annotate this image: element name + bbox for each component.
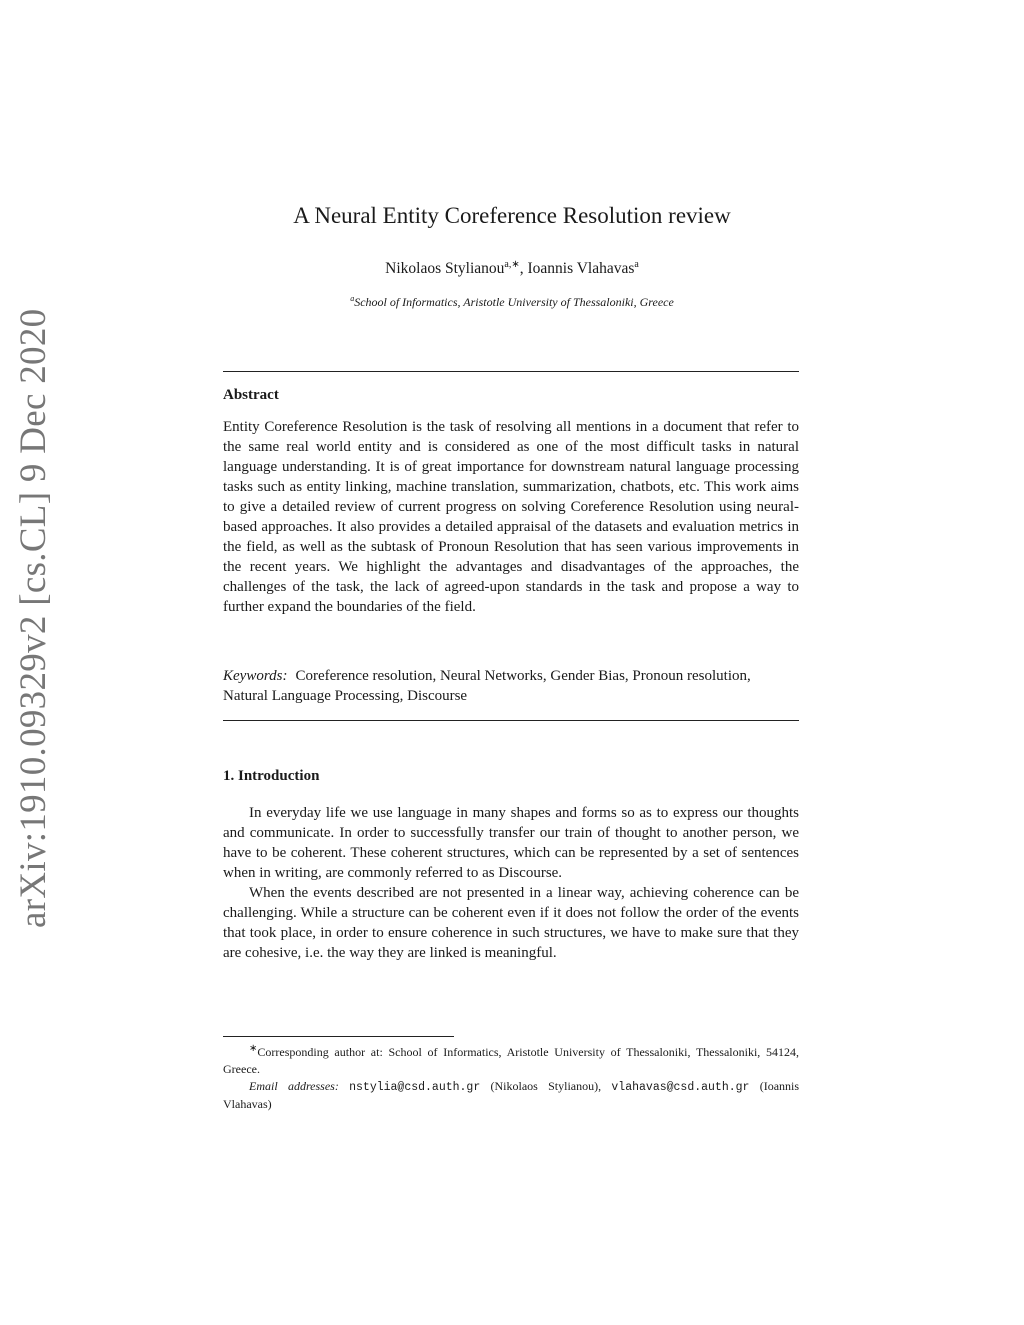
paragraph: When the events described are not presented in a linear way, achieving coherence can be challenging. While a structure can be coherent even if it does not follow the order of the events that took place, in order to ensure coherence in such structures, we have to make sure that they are cohesive, i.e. the way they are linked is meaningful. — [223, 885, 799, 961]
email-link[interactable]: nstylia@csd.auth.gr — [349, 1081, 481, 1094]
footnote-rule — [223, 1036, 454, 1037]
abstract-body: Entity Coreference Resolution is the task of resolving all mentions in a document that refer to the same real world entity and is considered as one of the most difficult tasks in natural language understanding. It is of great importance for downstream natural language processing tasks such as entity linking, machine translation, summarization, chatbots, etc. This work aims to give a detailed review of current progress on solving Coreference Resolution using neural-based approaches. It also provides a detailed appraisal of the datasets and evaluation metrics in the field, as well as the subtask of Pronoun Resolution that has seen various improvements in the recent years. We highlight the advantages and disadvantages of the approaches, the challenges of the task, the lack of agreed-upon standards in the task and propose a way to further expand the boundaries of the field. — [223, 419, 799, 615]
affiliation-mark: a — [350, 294, 355, 303]
footnote-text: Corresponding author at: School of Informatics, Aristotle University of Thessaloniki, Thessaloniki, 54124, Greece. — [223, 1045, 799, 1076]
author-separator: , — [519, 260, 528, 278]
affiliation-text: School of Informatics, Aristotle University of Thessaloniki, Greece — [354, 295, 674, 309]
abstract-bottom-rule — [223, 720, 799, 721]
email-link[interactable]: vlahavas@csd.auth.gr — [611, 1081, 750, 1094]
arxiv-identifier-stamp: arXiv:1910.09329v2 [cs.CL] 9 Dec 2020 — [13, 308, 54, 928]
keywords-text: Coreference resolution, Neural Networks, Gender Bias, Pronoun resolution, Natural Language Processing, Discourse — [223, 668, 751, 704]
author-affiliation-mark: a — [634, 259, 639, 270]
abstract-top-rule — [223, 371, 799, 372]
affiliation — [0, 294, 1024, 310]
keywords-label: Keywords: — [223, 668, 288, 684]
author-name: Ioannis Vlahavas — [527, 260, 635, 278]
author-name: Nikolaos Stylianou — [385, 260, 505, 278]
email-label: Email addresses: — [249, 1079, 339, 1093]
email-owner: (Nikolaos Stylianou), — [490, 1079, 602, 1093]
section-heading-introduction: 1. Introduction — [223, 768, 320, 784]
intro-body — [223, 803, 799, 963]
footnotes — [223, 1040, 799, 1113]
paragraph: In everyday life we use language in many shapes and forms so as to express our thoughts and communicate. In order to successfully transfer our train of thought to another person, we have to be coherent. These coherent structures, which can be represented by a set of sentences when in writing, are commonly referred to as Discourse. — [223, 805, 799, 881]
footnote-mark: ∗ — [249, 1043, 258, 1054]
footnote-emails — [223, 1078, 799, 1113]
footnote-corresponding-author — [223, 1040, 799, 1078]
author-line — [0, 259, 1024, 278]
keywords — [223, 666, 799, 706]
author-affiliation-mark: a,∗ — [504, 259, 520, 270]
abstract-heading: Abstract — [223, 387, 279, 403]
paper-title: A Neural Entity Coreference Resolution review — [293, 203, 731, 228]
email-owner: (Ioannis Vlahavas) — [223, 1079, 800, 1111]
